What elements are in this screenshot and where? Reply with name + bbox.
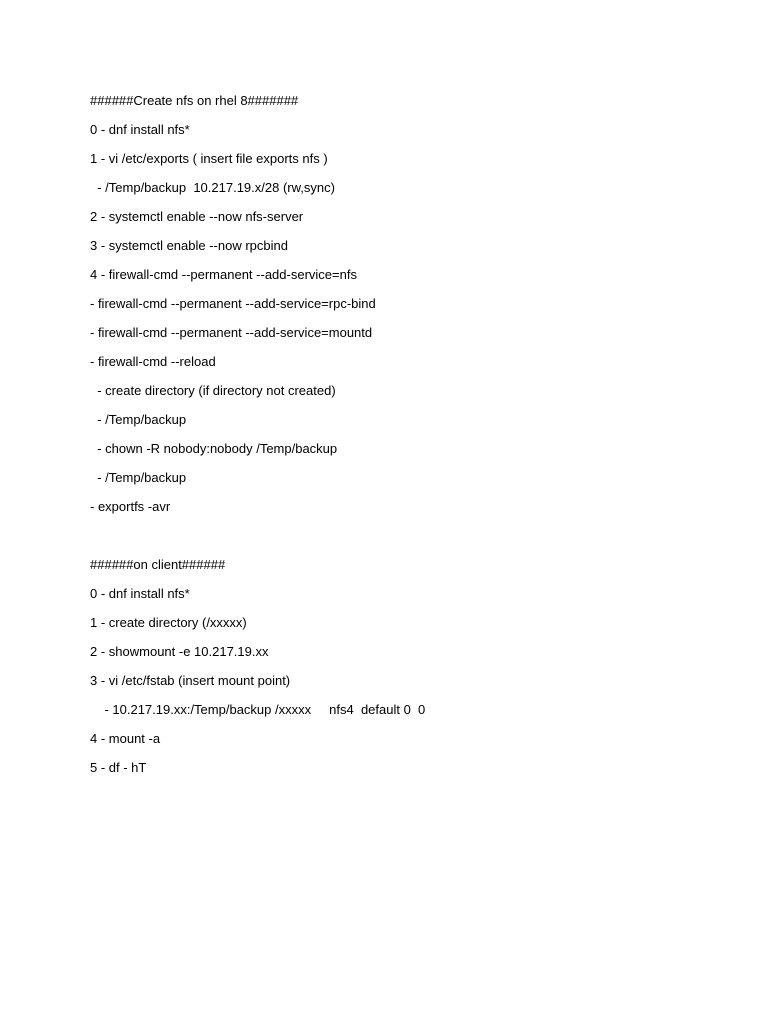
client-setup-section <box>90 556 730 788</box>
server-step-line: 4 - firewall-cmd --permanent --add-service=nfs <box>90 267 357 282</box>
server-step-line: - /Temp/backup 10.217.19.x/28 (rw,sync) <box>90 180 335 195</box>
server-step-line: - exportfs -avr <box>90 499 171 514</box>
server-step-line: - chown -R nobody:nobody /Temp/backup <box>90 441 338 456</box>
server-step-line: - /Temp/backup <box>90 412 187 427</box>
server-setup-section <box>90 92 730 527</box>
server-step-line: 1 - vi /etc/exports ( insert file exports nfs ) <box>90 151 328 166</box>
server-step-line: - firewall-cmd --permanent --add-service=mountd <box>90 325 373 340</box>
server-step-line: - firewall-cmd --reload <box>90 354 216 369</box>
server-section-heading: ######Create nfs on rhel 8####### <box>90 93 299 108</box>
client-step-line: 3 - vi /etc/fstab (insert mount point) <box>90 673 291 688</box>
server-step-line: 0 - dnf install nfs* <box>90 122 190 137</box>
server-step-line: - firewall-cmd --permanent --add-service=rpc-bind <box>90 296 376 311</box>
server-step-line: 2 - systemctl enable --now nfs-server <box>90 209 304 224</box>
client-step-line: 1 - create directory (/xxxxx) <box>90 615 247 630</box>
server-step-line: 3 - systemctl enable --now rpcbind <box>90 238 288 253</box>
server-step-line: - create directory (if directory not created) <box>90 383 336 398</box>
document-body <box>90 92 730 788</box>
client-step-line: 5 - df - hT <box>90 760 147 775</box>
client-step-line: 0 - dnf install nfs* <box>90 586 190 601</box>
client-step-line: 2 - showmount -e 10.217.19.xx <box>90 644 269 659</box>
client-section-heading: ######on client###### <box>90 557 226 572</box>
client-step-line: - 10.217.19.xx:/Temp/backup /xxxxx nfs4 default 0 0 <box>90 702 426 717</box>
client-step-line: 4 - mount -a <box>90 731 161 746</box>
server-step-line: - /Temp/backup <box>90 470 187 485</box>
